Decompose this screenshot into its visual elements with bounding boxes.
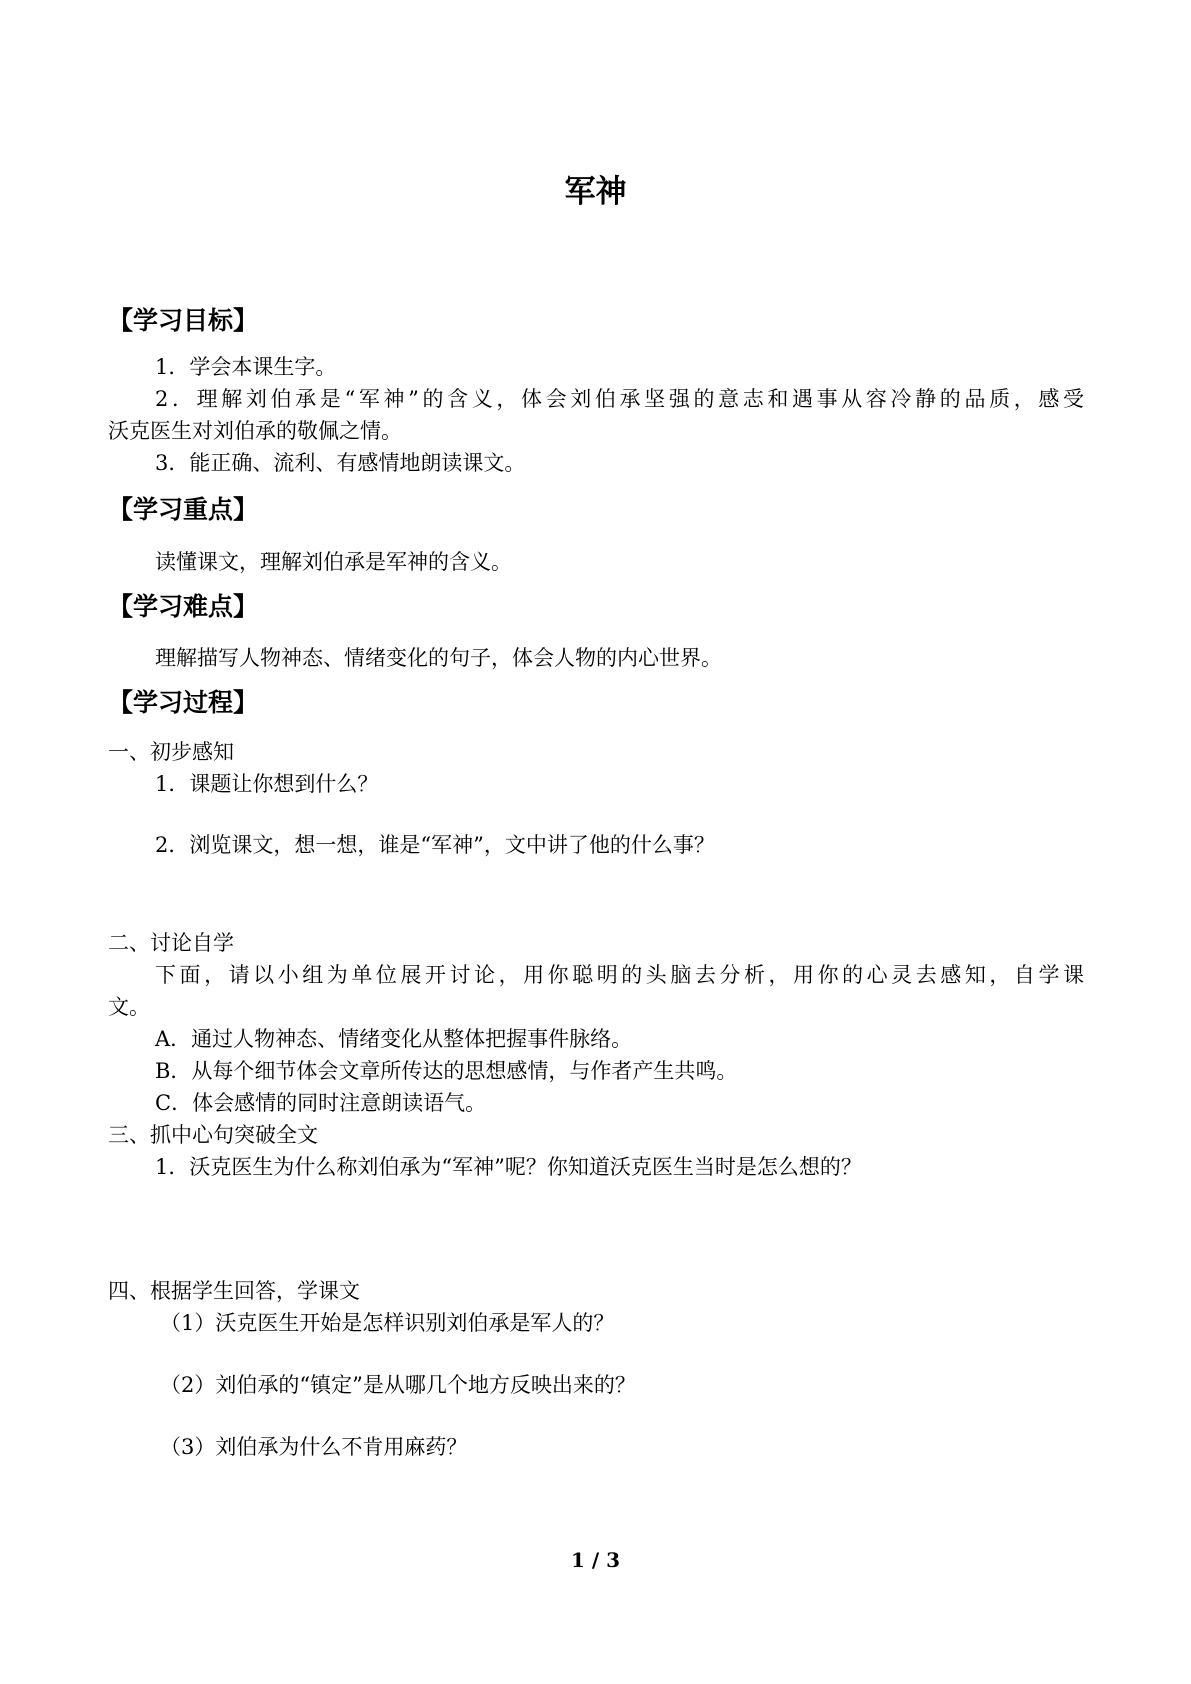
page-number: 1 / 3 bbox=[570, 1548, 621, 1572]
heading-objectives: 【学习目标】 bbox=[108, 306, 259, 335]
part4-question-2: （2）刘伯承的“镇定”是从哪几个地方反映出来的？ bbox=[160, 1373, 636, 1397]
part2-item-c: C．体会感情的同时注意朗读语气。 bbox=[155, 1091, 487, 1115]
part2-intro: 下面，请以小组为单位展开讨论，用你聪明的头脑去分析，用你的心灵去感知，自学课 bbox=[155, 963, 1084, 987]
part2-title: 二、讨论自学 bbox=[108, 931, 234, 955]
objective-item-3: 3．能正确、流利、有感情地朗读课文。 bbox=[155, 451, 526, 475]
part2-item-b: B．从每个细节体会文章所传达的思想感情，与作者产生共鸣。 bbox=[155, 1059, 738, 1083]
part3-title: 三、抓中心句突破全文 bbox=[108, 1123, 318, 1147]
part1-question-1: 1．课题让你想到什么？ bbox=[155, 772, 379, 796]
key-points-text: 读懂课文，理解刘伯承是军神的含义。 bbox=[155, 550, 512, 574]
part4-question-1: （1）沃克医生开始是怎样识别刘伯承是军人的？ bbox=[160, 1311, 615, 1335]
part4-question-3: （3）刘伯承为什么不肯用麻药？ bbox=[160, 1435, 468, 1459]
part2-intro-cont: 文。 bbox=[108, 995, 150, 1019]
heading-difficulties: 【学习难点】 bbox=[108, 592, 259, 621]
objective-item-2: 2．理解刘伯承是“军神”的含义，体会刘伯承坚强的意志和遇事从容冷静的品质，感受 bbox=[155, 387, 1084, 411]
difficulties-text: 理解描写人物神态、情绪变化的句子，体会人物的内心世界。 bbox=[155, 646, 722, 670]
part4-title: 四、根据学生回答，学课文 bbox=[108, 1279, 360, 1303]
part2-item-a: A．通过人物神态、情绪变化从整体把握事件脉络。 bbox=[155, 1027, 633, 1051]
page-title: 军神 bbox=[564, 174, 627, 210]
part1-title: 一、初步感知 bbox=[108, 740, 234, 764]
part1-question-2: 2．浏览课文，想一想，谁是“军神”，文中讲了他的什么事？ bbox=[155, 833, 715, 857]
objective-item-1: 1．学会本课生字。 bbox=[155, 355, 337, 379]
heading-key-points: 【学习重点】 bbox=[108, 495, 259, 524]
part3-question-1: 1．沃克医生为什么称刘伯承为“军神”呢？你知道沃克医生当时是怎么想的？ bbox=[155, 1155, 862, 1179]
heading-process: 【学习过程】 bbox=[108, 688, 259, 717]
objective-item-2-cont: 沃克医生对刘伯承的敬佩之情。 bbox=[108, 419, 402, 443]
